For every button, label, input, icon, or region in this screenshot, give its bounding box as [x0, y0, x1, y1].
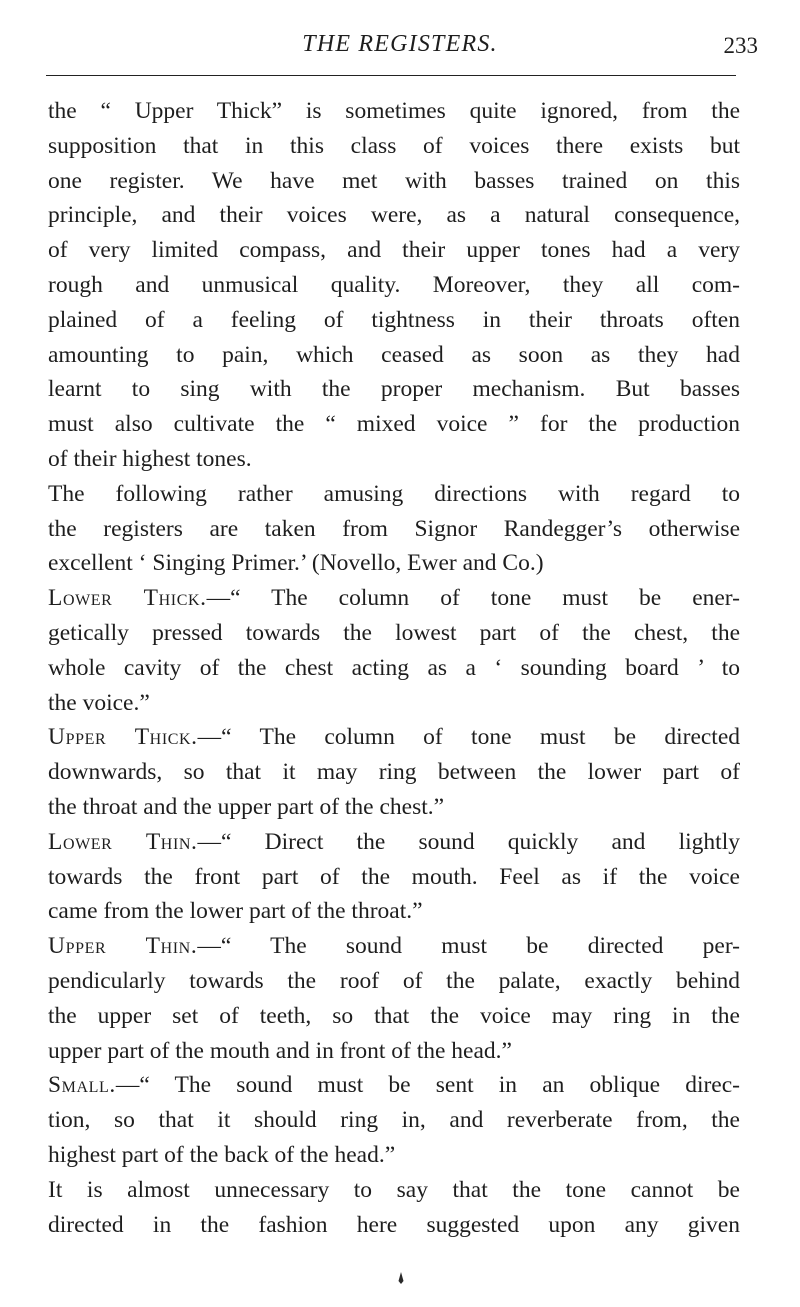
text-line: the registers are taken from Signor Randegger’s otherwise [48, 515, 740, 542]
text-line: pendicularly towards the roof of the palate, exactly behind [48, 967, 740, 994]
text-line: the throat and the upper part of the chest.” [48, 793, 445, 820]
text-line: learnt to sing with the proper mechanism. But basses [48, 376, 740, 403]
section-head-upper-thick: Upper Thick. [48, 724, 198, 751]
text-line: directed in the fashion here suggested upon any given [48, 1211, 740, 1238]
text-line: one register. We have met with basses trained on this [48, 167, 740, 194]
text-line: whole cavity of the chest acting as a ‘ sounding board ’ to [48, 654, 740, 681]
text-line: plained of a feeling of tightness in their throats often [48, 306, 740, 333]
header-rule [46, 75, 736, 76]
text-line: highest part of the back of the head.” [48, 1141, 396, 1168]
section-head-small: Small. [48, 1072, 116, 1099]
text-line: The following rather amusing directions with regard to [48, 480, 740, 507]
text-line: of their highest tones. [48, 445, 252, 472]
text-line: amounting to pain, which ceased as soon as they had [48, 341, 740, 368]
section-head-upper-thin: Upper Thin. [48, 933, 198, 960]
text-run: —“ The sound must be sent in an oblique direc- [115, 1072, 740, 1099]
page-number: 233 [723, 33, 758, 58]
body-text [48, 94, 740, 1242]
text-line: rough and unmusical quality. Moreover, they all com- [48, 271, 740, 298]
text-line: the upper set of teeth, so that the voice may ring in the [48, 1002, 740, 1029]
ink-speck-mark [398, 1272, 404, 1284]
text-line: It is almost unnecessary to say that the tone cannot be [48, 1176, 740, 1203]
text-run: —“ The column of tone must be ener- [206, 585, 740, 612]
text-run: —“ The column of tone must be directed [197, 724, 741, 751]
text-line: tion, so that it should ring in, and reverberate from, the [48, 1107, 740, 1134]
lower-thin-line [48, 825, 740, 860]
text-line: downwards, so that it may ring between the lower part of [48, 759, 740, 786]
text-line: getically pressed towards the lowest part of the chest, the [48, 619, 740, 646]
text-line: upper part of the mouth and in front of the head.” [48, 1037, 512, 1064]
upper-thick-line [48, 720, 740, 755]
small-line [48, 1068, 740, 1103]
upper-thin-line [48, 929, 740, 964]
section-head-lower-thick: Lower Thick. [48, 585, 207, 612]
section-head-lower-thin: Lower Thin. [48, 828, 198, 855]
text-line: must also cultivate the “ mixed voice ” for the production [48, 411, 740, 438]
running-title: THE REGISTERS. [302, 31, 498, 57]
text-line: the voice.” [48, 689, 150, 716]
text-line: of very limited compass, and their upper tones had a very [48, 237, 740, 264]
text-run: —“ Direct the sound quickly and lightly [197, 828, 740, 855]
running-head [0, 28, 800, 62]
text-line: came from the lower part of the throat.” [48, 898, 423, 925]
text-run: —“ The sound must be directed per- [197, 933, 741, 960]
text-line: excellent ‘ Singing Primer.’ (Novello, Ewer and Co.) [48, 550, 544, 577]
text-line: towards the front part of the mouth. Feel as if the voice [48, 863, 740, 890]
text-line: the “ Upper Thick” is sometimes quite ignored, from the [48, 98, 740, 124]
text-line: principle, and their voices were, as a natural consequence, [48, 202, 740, 229]
text-line: supposition that in this class of voices there exists but [48, 132, 740, 159]
lower-thick-line [48, 581, 740, 616]
